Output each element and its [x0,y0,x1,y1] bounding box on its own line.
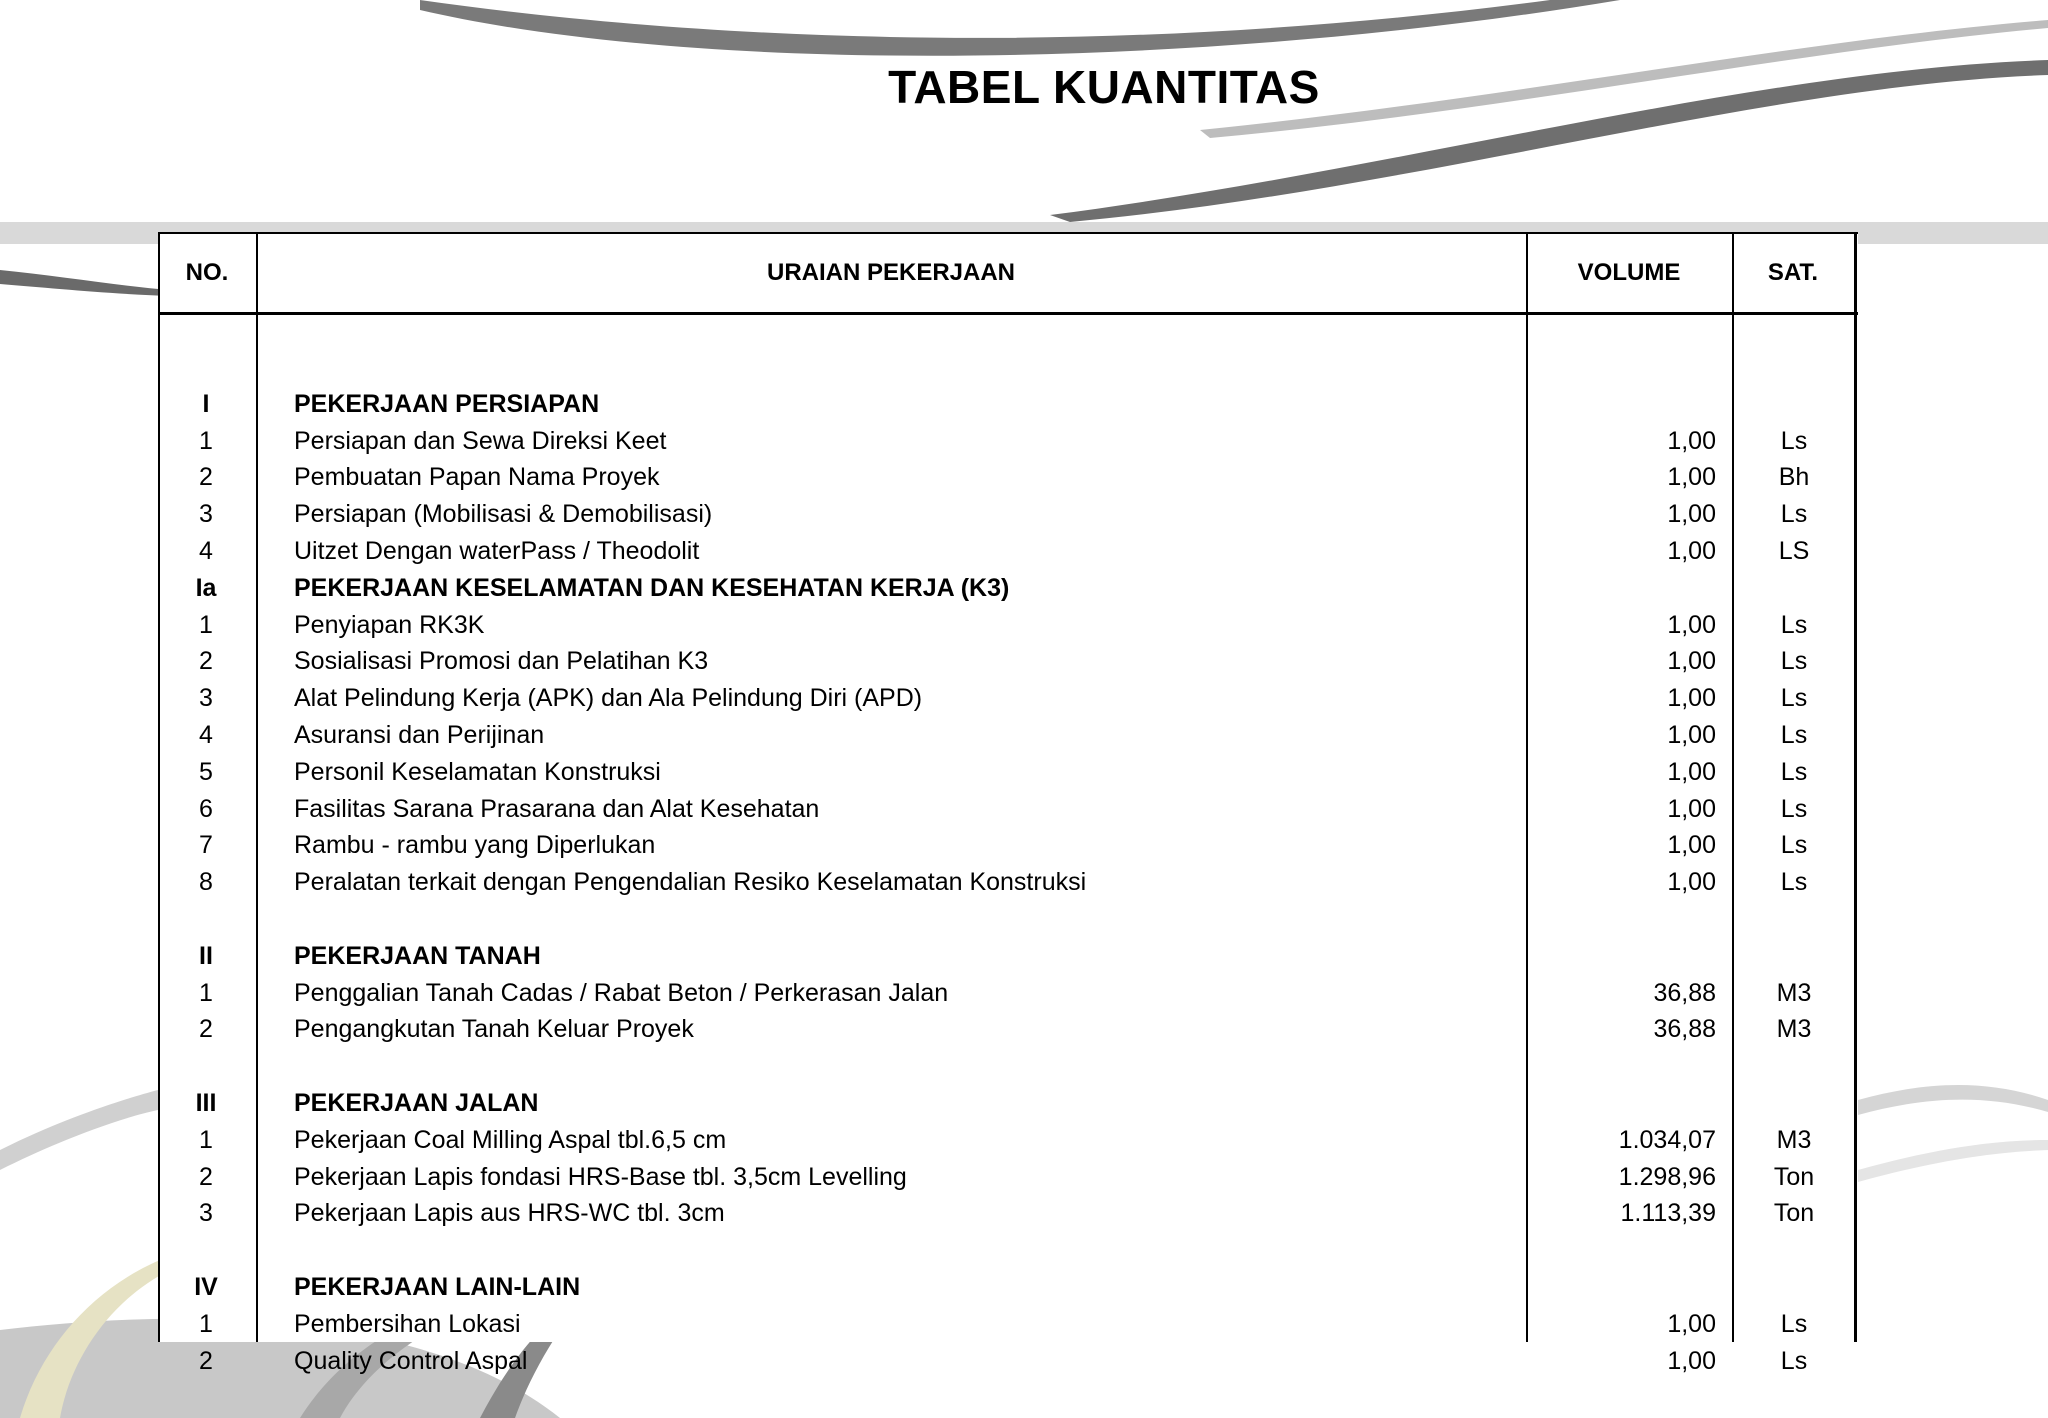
row-unit: Ls [1780,426,1808,455]
spacer-row [158,1232,1858,1269]
section-row [158,1269,1858,1306]
row-volume: 1,00 [1667,500,1716,529]
table-row [158,827,1858,864]
row-number: 8 [199,868,213,897]
section-row [158,570,1858,607]
row-description: Alat Pelindung Kerja (APK) dan Ala Pelindung Diri (APD) [294,684,923,713]
row-description: PEKERJAAN PERSIAPAN [294,389,600,418]
table-row [158,1159,1858,1196]
table-row [158,1343,1858,1380]
row-volume: 1.298,96 [1618,1162,1716,1191]
row-description: Persiapan (Mobilisasi & Demobilisasi) [294,500,713,529]
row-number: 3 [199,684,213,713]
page-title: TABEL KUANTITAS [888,61,1320,113]
row-number: I [202,389,210,418]
row-description: Penyiapan RK3K [294,610,485,639]
table-row [158,496,1858,533]
row-number: 5 [199,757,213,786]
row-unit: Ls [1780,720,1808,749]
row-volume: 1,00 [1667,610,1716,639]
section-row [158,1085,1858,1122]
row-number: 1 [199,978,213,1007]
row-number: 1 [199,610,213,639]
row-volume: 36,88 [1653,1015,1716,1044]
row-number: III [195,1088,217,1117]
row-number: 2 [199,1346,213,1375]
row-description: Persiapan dan Sewa Direksi Keet [294,426,667,455]
header-volume: VOLUME [1577,259,1681,286]
row-unit: Ls [1780,610,1808,639]
row-unit: Bh [1778,463,1810,492]
row-volume: 1.034,07 [1618,1125,1716,1154]
table-row [158,423,1858,460]
table-row [158,459,1858,496]
row-volume: 1,00 [1667,1346,1716,1375]
row-number: 2 [199,1162,213,1191]
row-unit: Ls [1780,831,1808,860]
row-volume: 1,00 [1667,757,1716,786]
row-number: IV [194,1272,218,1301]
table-row [158,1195,1858,1232]
row-description: Rambu - rambu yang Diperlukan [294,831,656,860]
row-number: 7 [199,831,213,860]
row-description: Pembuatan Papan Nama Proyek [294,463,660,492]
row-description: PEKERJAAN TANAH [294,941,541,970]
row-description: PEKERJAAN LAIN-LAIN [294,1272,581,1301]
row-volume: 36,88 [1653,978,1716,1007]
table-row [158,754,1858,791]
row-unit: Ls [1780,647,1808,676]
row-unit: M3 [1776,1125,1812,1154]
row-number: Ia [195,573,217,602]
row-unit: Ls [1780,757,1808,786]
row-description: Fasilitas Sarana Prasarana dan Alat Kesehatan [294,794,820,823]
row-volume: 1,00 [1667,536,1716,565]
row-description: Pekerjaan Lapis aus HRS-WC tbl. 3cm [294,1199,725,1228]
row-number: 2 [199,463,213,492]
row-volume: 1,00 [1667,647,1716,676]
row-number: 2 [199,647,213,676]
table-row [158,1306,1858,1343]
row-description: PEKERJAAN JALAN [294,1088,539,1117]
row-unit: Ton [1773,1162,1815,1191]
table-row [158,1011,1858,1048]
row-unit: LS [1778,536,1810,565]
row-description: Pembersihan Lokasi [294,1309,521,1338]
row-number: 1 [199,1125,213,1154]
header-no: NO. [185,259,229,286]
spacer-row [158,901,1858,938]
row-description: Pengangkutan Tanah Keluar Proyek [294,1015,694,1044]
row-volume: 1,00 [1667,684,1716,713]
row-unit: Ls [1780,794,1808,823]
row-volume: 1,00 [1667,831,1716,860]
row-number: 4 [199,720,213,749]
row-description: Asuransi dan Perijinan [294,720,545,749]
row-description: Pekerjaan Lapis fondasi HRS-Base tbl. 3,5cm Levelling [294,1162,907,1191]
row-number: 6 [199,794,213,823]
row-unit: M3 [1776,978,1812,1007]
table-row [158,533,1858,570]
row-number: 3 [199,500,213,529]
section-row [158,938,1858,975]
section-row [158,386,1858,423]
row-description: Peralatan terkait dengan Pengendalian Resiko Keselamatan Konstruksi [294,868,1087,897]
row-description: Uitzet Dengan waterPass / Theodolit [294,536,700,565]
row-description: Personil Keselamatan Konstruksi [294,757,661,786]
row-description: Sosialisasi Promosi dan Pelatihan K3 [294,647,709,676]
row-description: PEKERJAAN KESELAMATAN DAN KESEHATAN KERJA (K3) [294,573,1010,602]
spacer-row [158,349,1858,386]
table-row [158,975,1858,1012]
table-row [158,643,1858,680]
row-description: Quality Control Aspal [294,1346,528,1375]
table-row [158,791,1858,828]
row-unit: Ls [1780,1309,1808,1338]
table-row [158,607,1858,644]
row-volume: 1,00 [1667,1309,1716,1338]
table-row [158,1122,1858,1159]
row-unit: M3 [1776,1015,1812,1044]
row-number: II [199,941,213,970]
row-number: 1 [199,1309,213,1338]
header-satuan: SAT. [1767,259,1819,286]
quantity-table [158,232,1858,1375]
row-volume: 1.113,39 [1620,1199,1716,1228]
spacer-row [158,1048,1858,1085]
row-volume: 1,00 [1667,868,1716,897]
row-number: 4 [199,536,213,565]
row-number: 1 [199,426,213,455]
row-description: Penggalian Tanah Cadas / Rabat Beton / Perkerasan Jalan [294,978,949,1007]
table-row [158,680,1858,717]
row-volume: 1,00 [1667,463,1716,492]
row-number: 3 [199,1199,213,1228]
row-unit: Ls [1780,684,1808,713]
row-volume: 1,00 [1667,426,1716,455]
header-uraian-pekerjaan: URAIAN PEKERJAAN [766,259,1016,286]
row-unit: Ls [1780,500,1808,529]
row-unit: Ton [1773,1199,1815,1228]
row-number: 2 [199,1015,213,1044]
row-unit: Ls [1780,868,1808,897]
table-body [158,349,1858,1379]
row-unit: Ls [1780,1346,1808,1375]
table-row [158,864,1858,901]
row-volume: 1,00 [1667,794,1716,823]
table-row [158,717,1858,754]
row-volume: 1,00 [1667,720,1716,749]
row-description: Pekerjaan Coal Milling Aspal tbl.6,5 cm [294,1125,727,1154]
